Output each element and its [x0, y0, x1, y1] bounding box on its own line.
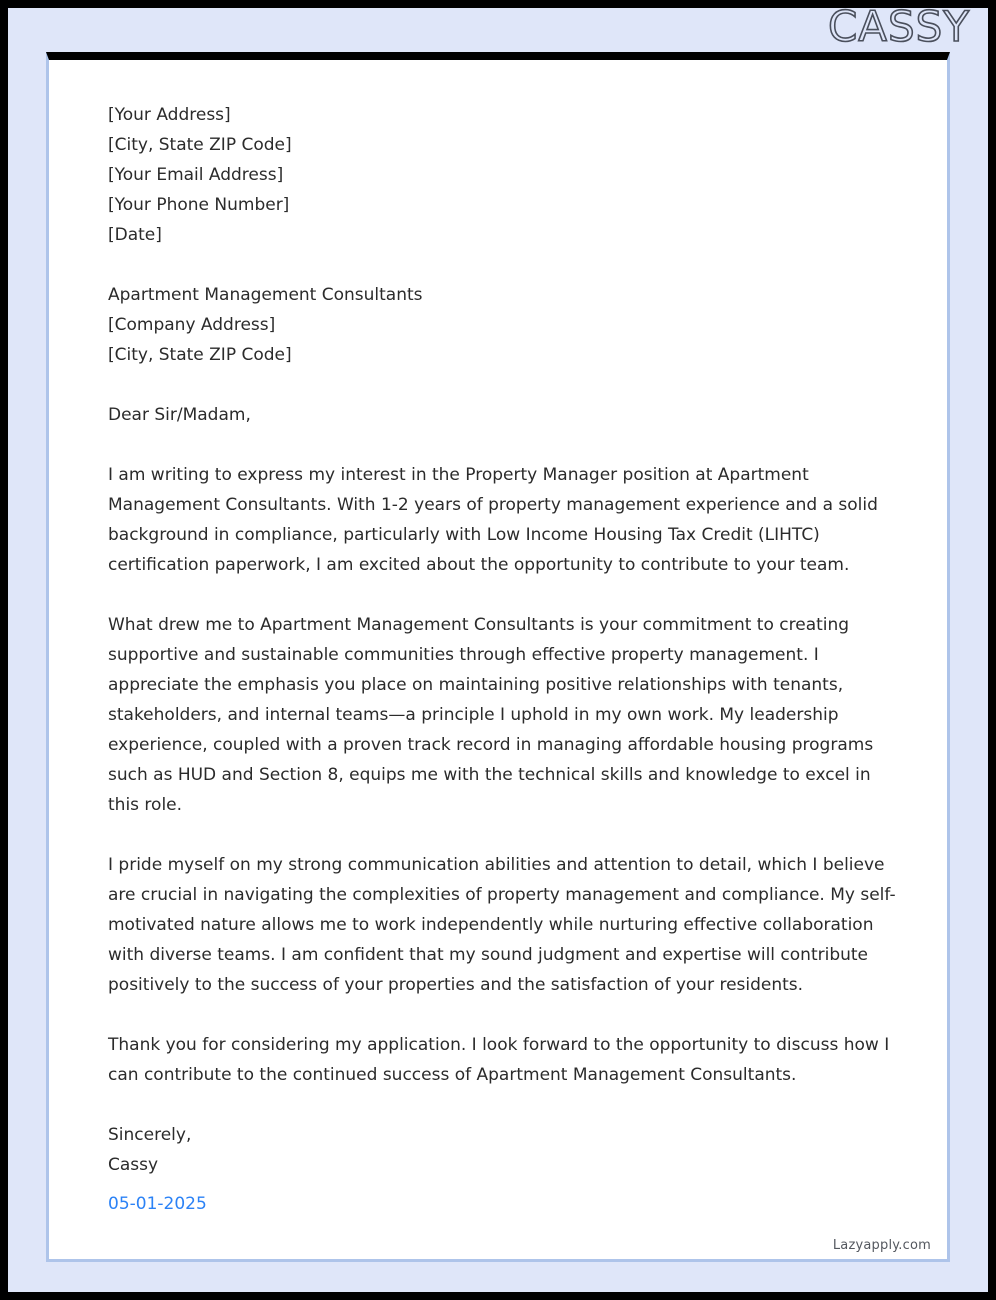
block-spacer	[108, 1000, 923, 1030]
sender-address-line: [Your Address]	[108, 105, 231, 125]
block-spacer	[108, 250, 923, 280]
document-frame	[8, 2, 988, 1292]
signature-name: Cassy	[108, 1155, 159, 1175]
recipient-address-block	[108, 280, 906, 370]
block-spacer	[108, 370, 923, 400]
closing-salutation: Sincerely,	[108, 1125, 192, 1145]
letter-paragraph: Thank you for considering my application. I look forward to the opportunity to discuss how I can contribute to the continued success of Apartment Management Consultants.	[108, 1035, 890, 1085]
letter-content	[49, 60, 947, 1259]
letter-paragraph: I am writing to express my interest in the Property Manager position at Apartment Management Consultants. With 1-2 years of property management experience and a solid background in compliance, particularly with Low Income Housing Tax Credit (LIHTC) certification paperwork, I am excited about the opportunity to contribute to your team.	[108, 465, 878, 575]
sender-address-line: [Your Phone Number]	[108, 195, 290, 215]
block-spacer	[108, 820, 923, 850]
letterhead-band	[8, 2, 988, 52]
letter-paragraph: What drew me to Apartment Management Consultants is your commitment to creating supportive and sustainable communities through effective property management. I appreciate the emphasis you place on maintaining positive relationships with tenants, stakeholders, and internal teams—a principle I uphold in my own work. My leadership experience, coupled with a proven track record in managing affordable housing programs such as HUD and Section 8, equips me with the technical skills and knowledge to excel in this role.	[108, 615, 874, 815]
recipient-address-line: [Company Address]	[108, 315, 276, 335]
recipient-address-line: [City, State ZIP Code]	[108, 345, 292, 365]
sender-address-block	[108, 100, 906, 250]
sender-address-line: [Date]	[108, 225, 162, 245]
letter-date: 05-01-2025	[108, 1194, 207, 1214]
block-spacer	[108, 580, 923, 610]
block-spacer	[108, 1090, 923, 1120]
sender-address-line: [City, State ZIP Code]	[108, 135, 292, 155]
brand-wordmark: CASSY	[827, 2, 970, 51]
recipient-address-line: Apartment Management Consultants	[108, 285, 423, 305]
sender-address-line: [Your Email Address]	[108, 165, 284, 185]
letter-paragraph: I pride myself on my strong communication abilities and attention to detail, which I believe are crucial in navigating the complexities of property management and compliance. My self-motivated nature allows me to work independently while nurturing effective collaboration with diverse teams. I am confident that my sound judgment and expertise will contribute positively to the success of your properties and the satisfaction of your residents.	[108, 855, 896, 995]
footer-watermark: Lazyapply.com	[832, 1238, 931, 1253]
salutation: Dear Sir/Madam,	[108, 405, 251, 425]
block-spacer	[108, 430, 923, 460]
letter-page	[46, 52, 950, 1262]
